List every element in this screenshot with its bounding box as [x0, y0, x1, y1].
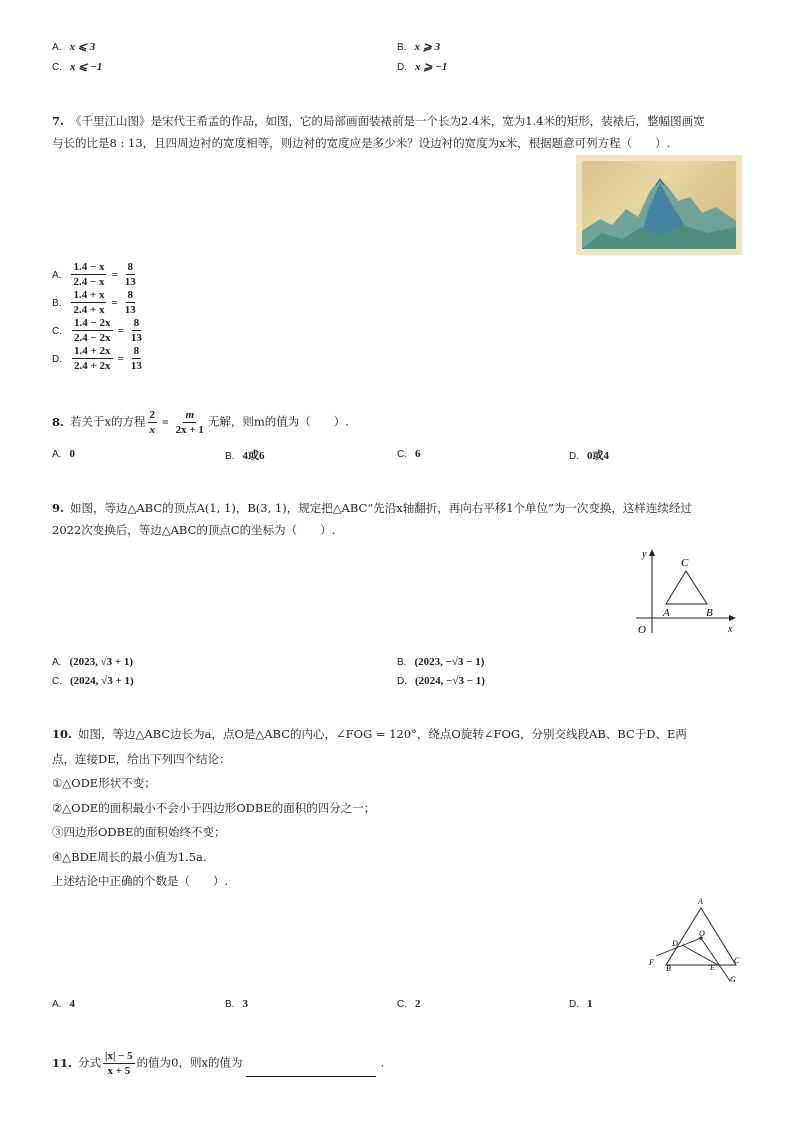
label-c: C	[734, 956, 740, 965]
q10-conclusion-4: ④△BDE周长的最小值为1.5a.	[52, 849, 207, 864]
label-e: E	[710, 963, 715, 972]
q8-option-a[interactable]: A. 0	[52, 448, 75, 460]
q10-option-b[interactable]: B. 3	[225, 998, 248, 1010]
y-axis-arrow-icon	[649, 549, 655, 556]
label-o: O	[699, 929, 705, 938]
q9-option-c[interactable]: C. (2024, √3 + 1)	[52, 675, 134, 687]
q8-option-d[interactable]: D. 0或4	[569, 450, 609, 462]
q7-option-c[interactable]: C. $\frac{1.4 - 2x}{2.4 - 2x}$ = $\frac{8}{13}$	[52, 317, 142, 344]
y-label: y	[642, 549, 647, 560]
ray-og	[701, 938, 730, 981]
x-axis-arrow-icon	[729, 615, 736, 621]
q10-triangle-figure	[642, 893, 746, 985]
ray-of	[656, 938, 701, 956]
q9-option-a[interactable]: A. (2023, √3 + 1)	[52, 656, 134, 668]
mountain-artwork	[582, 161, 736, 249]
q9-option-d[interactable]: D. (2024, −√3 − 1)	[397, 675, 485, 687]
x-label: x	[728, 624, 733, 635]
q9-stem: 9. 如图，等边△ABC的顶点A(1, 1)，B(3, 1)，规定把△ABC“先沿x轴翻折，再向右平移1个单位”为一次变换，这样连续经过 2022次变换后，等边△ABC的顶点C的坐标为（ ）.	[52, 501, 692, 537]
q11-stem: 11. 分式 $\frac{|x| - 5}{x + 5}$ 的值为0，则x的值为 .	[52, 1050, 385, 1077]
q7-option-a[interactable]: A. $\frac{1.4 - x}{2.4 - x}$ = $\frac{8}{13}$	[52, 261, 136, 288]
q10-option-a[interactable]: A. 4	[52, 998, 75, 1010]
q10-option-c[interactable]: C. 2	[397, 998, 421, 1010]
label-b: B	[666, 964, 671, 973]
q8-option-b[interactable]: B. 4或6	[225, 450, 265, 462]
q10-conclusion-1: ①△ODE形状不变；	[52, 776, 156, 790]
q8-stem: 8. 若关于x的方程 $\frac{2}{x}$ = $\frac{m}{2x + 1}$ 无解，则m的值为（ ）.	[52, 409, 349, 436]
q7-stem: 7. 《千里江山图》是宋代王希孟的作品，如图，它的局部画面装裱前是一个长为2.4米，宽为1.4米的矩形，装裱后，整幅图画宽 与长的比是8 : 13，且四周边衬的宽度相等，则边衬的宽度应是多少米？设边衬的宽度为x米，根据题意可列方程（ ）.	[52, 114, 705, 150]
q8-option-c[interactable]: C. 6	[397, 448, 421, 460]
q6-option-b[interactable]: B. x ⩾ 3	[397, 41, 441, 53]
label-d: D	[672, 939, 678, 948]
q7-option-b[interactable]: B. $\frac{1.4 + x}{2.4 + x}$ = $\frac{8}{13}$	[52, 289, 136, 316]
label-g: G	[730, 975, 736, 984]
point-b-label: B	[706, 607, 713, 619]
q10-conclusion-3: ③四边形ODBE的面积始终不变；	[52, 825, 226, 839]
q6-option-c[interactable]: C. x ⩽ −1	[52, 61, 103, 73]
origin-label: O	[638, 624, 646, 636]
landscape-painting-image	[576, 155, 742, 255]
q10-conclusion-2: ②△ODE的面积最小不会小于四边形ODBE的面积的四分之一；	[52, 800, 376, 815]
q6-option-d[interactable]: D. x ⩾ −1	[397, 61, 448, 73]
q9-coordinate-figure	[628, 545, 744, 640]
point-a-label: A	[663, 607, 670, 619]
q10-option-d[interactable]: D. 1	[569, 998, 593, 1010]
point-c-label: C	[681, 557, 689, 569]
triangle-abc	[666, 571, 707, 604]
q9-option-b[interactable]: B. (2023, −√3 − 1)	[397, 656, 485, 668]
label-a: A	[698, 897, 703, 906]
q10-stem: 10. 如图，等边△ABC边长为a，点O是△ABC的内心，∠FOG = 120°，绕点O旋转∠FOG，分别交线段AB、BC于D、E两 点，连接DE，给出下列四个结论： ①△ODE形状不变； ②△ODE的面积最小不会小于四边形ODBE的面积的四分之一； ③四边形ODBE的面积始终不变； ④△BDE周长的最小值为1.5a. 上述结论中正确的个数是（ ）.	[52, 722, 752, 894]
q7-option-d[interactable]: D. $\frac{1.4 + 2x}{2.4 + 2x}$ = $\frac{8}{13}$	[52, 345, 142, 372]
label-f: F	[649, 958, 654, 967]
q6-option-a[interactable]: A. x ⩽ 3	[52, 41, 96, 53]
q11-answer-blank[interactable]	[246, 1064, 376, 1077]
